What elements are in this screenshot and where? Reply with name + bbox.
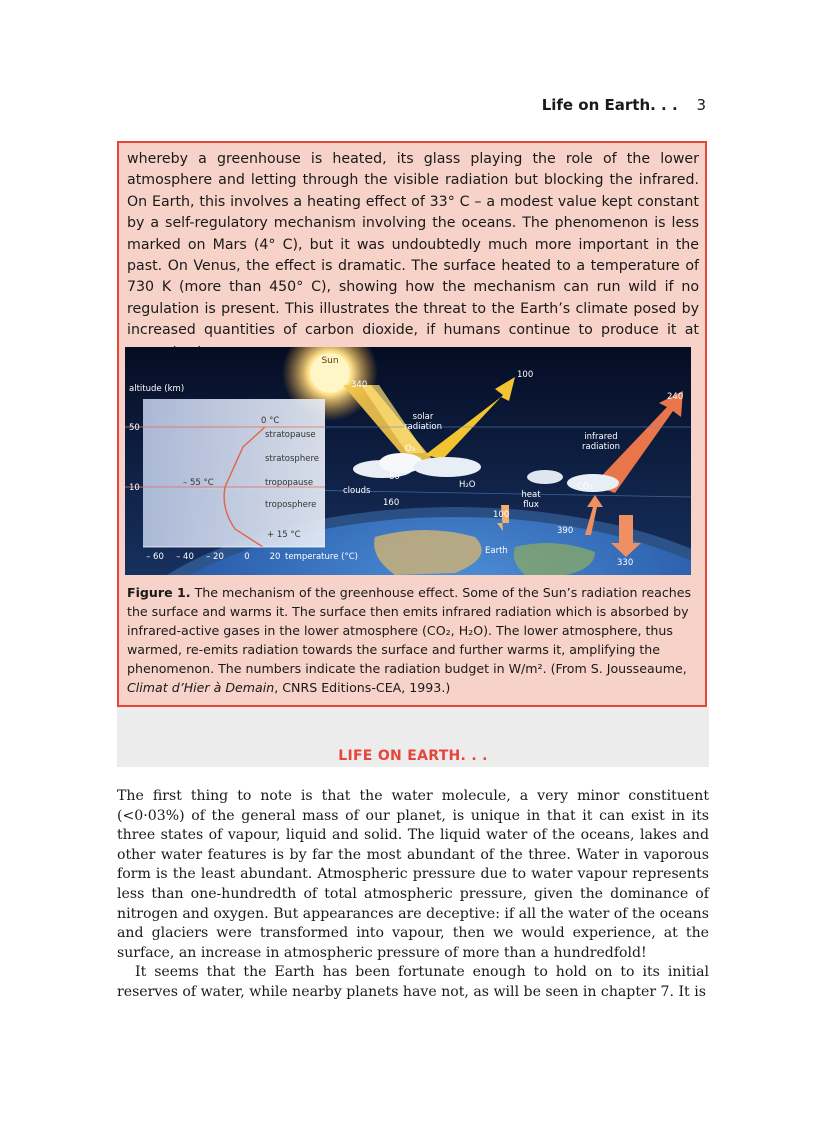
body-paragraph-2: It seems that the Earth has been fortunate enough to hold on to its initial reserves of water, while nearby planets have not, as will be seen in chapter 7. It is <box>117 964 709 1000</box>
caption-book-title: Climat d’Hier à Demain <box>127 680 275 695</box>
running-head-title: Life on Earth. . . <box>541 96 678 114</box>
minus55-label: – 55 °C <box>183 478 214 488</box>
budget-heat-flux: 100 <box>493 510 510 520</box>
clouds-label: clouds <box>343 486 371 496</box>
budget-back-radiation: 390 <box>557 526 574 536</box>
altitude-panel <box>125 399 325 547</box>
sun-label: Sun <box>321 356 339 366</box>
infrared-radiation-label-2: radiation <box>582 442 620 452</box>
caption-source: , CNRS Editions-CEA, 1993.) <box>274 680 451 695</box>
temperature-axis-label: temperature (°C) <box>285 552 358 562</box>
budget-absorbed-atmosphere: 80 <box>389 472 400 482</box>
temp-tick-minus60: – 60 <box>146 552 164 562</box>
stratosphere-label: stratosphere <box>265 454 319 464</box>
plus15-label: + 15 °C <box>267 530 301 540</box>
heat-flux-label-2: flux <box>523 500 539 510</box>
o3-label: O₃ <box>405 444 416 454</box>
altitude-tick-50: 50 <box>129 423 140 433</box>
body-paragraph-1: The first thing to note is that the water molecule, a very minor constituent (<0·03%) of the general mass of our planet, is unique in that it can exist in its three states of vapour, liquid and solid. The liquid water of the oceans, lakes and other water features is by far the most abundant of the three. Water in vaporous form is the least abundant. Atmospheric pressure due to water vapour represents less than one-hundredth of total atmospheric pressure, given the dominance of nitrogen and oxygen. But appearances are deceptive: if all the water of the oceans and glaciers were transformed into vapour, then we would experience, at the surface, an increase in atmospheric pressure of more than a hundredfold! <box>117 788 709 961</box>
box-paragraph: whereby a greenhouse is heated, its glass playing the role of the lower atmosphere and letting through the visible radiation but blocking the infrared. On Earth, this involves a heating effect of 33° C – a modest value kept constant by a self-regulatory mechanism involving the oceans. The phenomenon is less marked on Mars (4° C), but it was undoubtedly much more important in the past. On Venus, the effect is dramatic. The surface heated to a temperature of 730 K (more than 450° C), showing how the mechanism can run wild if no regulation is present. This illustrates the threat to the Earth’s climate posed by increased quantities of carbon dioxide, if humans continue to produce it at <box>127 151 699 339</box>
greenhouse-figure <box>125 347 691 575</box>
section-heading: LIFE ON EARTH. . . <box>338 748 488 764</box>
solar-radiation-label-2: radiation <box>404 422 442 432</box>
temp-tick-minus20: – 20 <box>206 552 224 562</box>
budget-surface-emission: 330 <box>617 558 634 568</box>
earth-label: Earth <box>485 546 508 556</box>
figure-label: Figure 1. <box>127 585 191 600</box>
infrared-radiation-label-1: infrared <box>584 432 618 442</box>
budget-incoming-solar: 340 <box>351 380 368 390</box>
stratopause-label: stratopause <box>265 430 316 440</box>
altitude-tick-10: 10 <box>129 483 140 493</box>
greenhouse-diagram <box>125 347 691 575</box>
zero-c-label: 0 °C <box>261 416 280 426</box>
budget-outgoing-ir: 240 <box>667 392 684 402</box>
altitude-axis-label: altitude (km) <box>129 384 185 394</box>
caption-text: The mechanism of the greenhouse effect. Some of the Sun’s radiation reaches the surface and warms it. The surface then emits infrared radiation which is absorbed by infrared-active gases in the lower atmosphere (CO₂, H₂O). The lower atmosphere, thus warmed, re-emits radiation towards the surface and further warms it, amplifying the phenomenon. The numbers indicate the radiation budget in W/m². (From S. Jousseaume, <box>127 585 692 676</box>
heat-flux-label-1: heat <box>521 490 541 500</box>
temp-tick-0: 0 <box>244 552 250 562</box>
temp-tick-20: 20 <box>269 552 281 562</box>
budget-reflected: 100 <box>517 370 534 380</box>
solar-radiation-label-1: solar <box>412 412 434 422</box>
h2o-label: H₂O <box>459 480 476 490</box>
budget-absorbed-surface: 160 <box>383 498 400 508</box>
temp-tick-minus40: – 40 <box>176 552 194 562</box>
running-head <box>542 96 706 114</box>
figure-caption <box>127 583 699 697</box>
page-number: 3 <box>696 96 706 114</box>
co2-label: CO₂ <box>577 482 594 492</box>
greenhouse-box <box>117 141 707 707</box>
troposphere-label: troposphere <box>265 500 317 510</box>
tropopause-label: tropopause <box>265 478 314 488</box>
body-text <box>117 787 709 1003</box>
